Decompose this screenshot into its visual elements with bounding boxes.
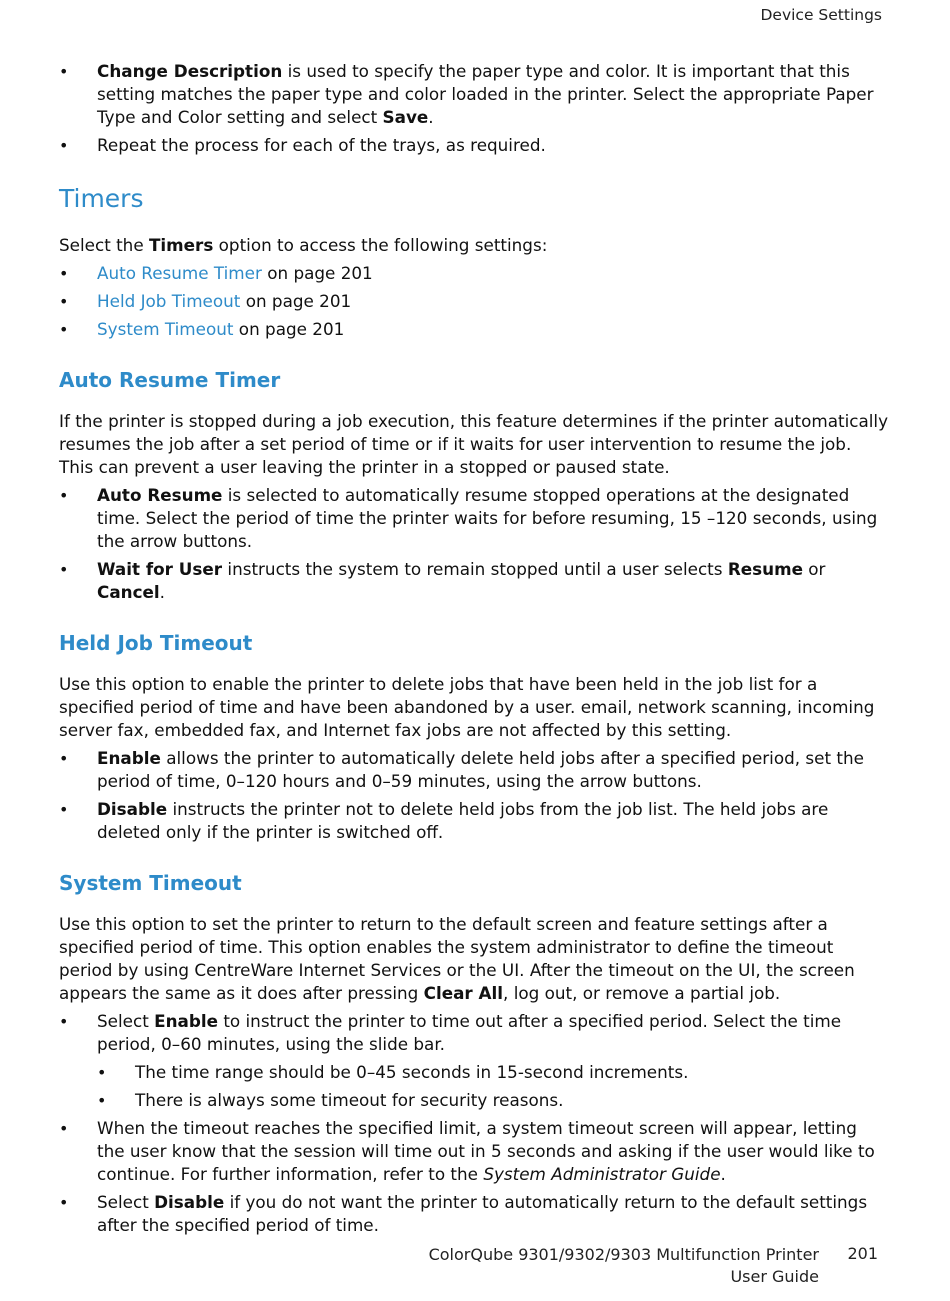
term-resume: Resume: [727, 559, 803, 579]
bullet-text: instructs the printer not to delete held jobs from the job list. The held jobs are deleted only if the printer is switched off.: [97, 799, 829, 842]
subsection-title-system-timeout: System Timeout: [59, 871, 242, 895]
term-disable: Disable: [97, 799, 168, 819]
system-timeout-bullets: [59, 1010, 889, 1237]
bullet-text: is used to specify the paper type and color. It is important that this setting matches the paper type and color loaded in the printer. Select the appropriate Paper Type and Color setting and select: [97, 61, 874, 127]
link-auto-resume-timer[interactable]: Auto Resume Timer: [97, 263, 262, 283]
bullet-text: to instruct the printer to time out after a specified period. Select the time period, 0–60 minutes, using the slide bar.: [97, 1011, 842, 1054]
bullet-text: .: [159, 582, 166, 602]
bullet-text: is selected to automatically resume stopped operations at the designated time. Select the period of time the printer waits for before resuming, 15 –120 seconds, using the arrow buttons.: [97, 485, 878, 551]
nested-bullet-time-range: • The time range should be 0–45 seconds in 15-second increments.: [97, 1061, 889, 1084]
held-job-bullets: [59, 747, 889, 844]
bullet-text: .: [428, 107, 434, 127]
page-number: 201: [847, 1244, 878, 1263]
section-title-timers: Timers: [59, 184, 144, 213]
bullet-text: Select: [97, 1011, 155, 1031]
bullet-disable: [59, 798, 889, 844]
page-content: [59, 60, 889, 1237]
bullet-select-enable: [59, 1010, 889, 1112]
nested-bullet-security: • There is always some timeout for security reasons.: [97, 1089, 889, 1112]
page-ref: on page 201: [233, 319, 345, 339]
term-wait-for-user: Wait for User: [97, 559, 223, 579]
page-ref: on page 201: [240, 291, 352, 311]
bullet-enable: [59, 747, 889, 793]
auto-resume-bullets: [59, 484, 889, 604]
bullet-text: .: [720, 1164, 726, 1184]
held-job-paragraph: Use this option to enable the printer to delete jobs that have been held in the job list for a specified period of time and have been abandoned by a user. email, network scanning, incoming server fax, embedded fax, and Internet fax jobs are not affected by this setting.: [59, 674, 875, 740]
intro-bullet-list: [59, 60, 889, 157]
link-held-job-timeout[interactable]: Held Job Timeout: [97, 291, 241, 311]
bullet-select-disable: [59, 1191, 889, 1237]
footer-product-block: [429, 1244, 819, 1288]
term-clear-all: Clear All: [423, 983, 504, 1003]
bullet-text: if you do not want the printer to automatically return to the default settings after the specified period of time.: [97, 1192, 868, 1235]
bullet-text: allows the printer to automatically delete held jobs after a specified period, set the period of time, 0–120 hours and 0–59 minutes, using the arrow buttons.: [97, 748, 864, 791]
bullet-text: or: [802, 559, 826, 579]
intro-text: option to access the following settings:: [213, 235, 548, 255]
term-change-description: Change Description: [97, 61, 283, 81]
subsection-title-held-job: Held Job Timeout: [59, 631, 253, 655]
running-header: Device Settings: [760, 6, 882, 24]
term-enable: Enable: [154, 1011, 218, 1031]
footer-guide-name: User Guide: [730, 1267, 819, 1286]
paragraph-text: , log out, or remove a partial job.: [503, 983, 781, 1003]
bullet-auto-resume: [59, 484, 889, 553]
term-cancel: Cancel: [97, 582, 160, 602]
system-timeout-paragraph: [59, 913, 889, 1005]
term-save: Save: [382, 107, 429, 127]
bullet-text: instructs the system to remain stopped until a user selects: [222, 559, 728, 579]
bullet-change-description: [59, 60, 889, 129]
subsection-title-auto-resume: Auto Resume Timer: [59, 368, 281, 392]
link-item-held-job: [59, 290, 889, 313]
bullet-text: When the timeout reaches the specified limit, a system timeout screen will appear, letting the user know that the session will time out in 5 seconds and asking if the user would like to continue. For further information, refer to the: [97, 1118, 875, 1184]
paragraph-text: Use this option to set the printer to return to the default screen and feature settings after a specified period of time. This option enables the system administrator to define the timeout period by using CentreWare Internet Services or the UI. After the timeout on the UI, the screen appears the same as it does after pressing: [59, 914, 855, 1003]
link-item-auto-resume: [59, 262, 889, 285]
timers-intro: [59, 234, 889, 257]
term-timers: Timers: [148, 235, 214, 255]
nested-bullet-list: [97, 1061, 889, 1112]
bullet-text: Select: [97, 1192, 155, 1212]
auto-resume-paragraph: If the printer is stopped during a job execution, this feature determines if the printer automatically resumes the job after a set period of time or if it waits for user intervention to resume the job. This can prevent a user leaving the printer in a stopped or paused state.: [59, 411, 889, 477]
link-item-system-timeout: [59, 318, 889, 341]
timers-link-list: [59, 262, 889, 341]
footer-product-name: ColorQube 9301/9302/9303 Multifunction Printer: [428, 1245, 819, 1264]
intro-text: Select the: [59, 235, 149, 255]
page-ref: on page 201: [261, 263, 373, 283]
guide-title: System Administrator Guide: [483, 1164, 721, 1184]
term-disable: Disable: [154, 1192, 225, 1212]
term-enable: Enable: [97, 748, 161, 768]
term-auto-resume: Auto Resume: [97, 485, 223, 505]
bullet-repeat-process: • Repeat the process for each of the trays, as required.: [59, 134, 889, 157]
bullet-wait-for-user: [59, 558, 889, 604]
link-system-timeout[interactable]: System Timeout: [97, 319, 234, 339]
bullet-timeout-limit: [59, 1117, 889, 1186]
